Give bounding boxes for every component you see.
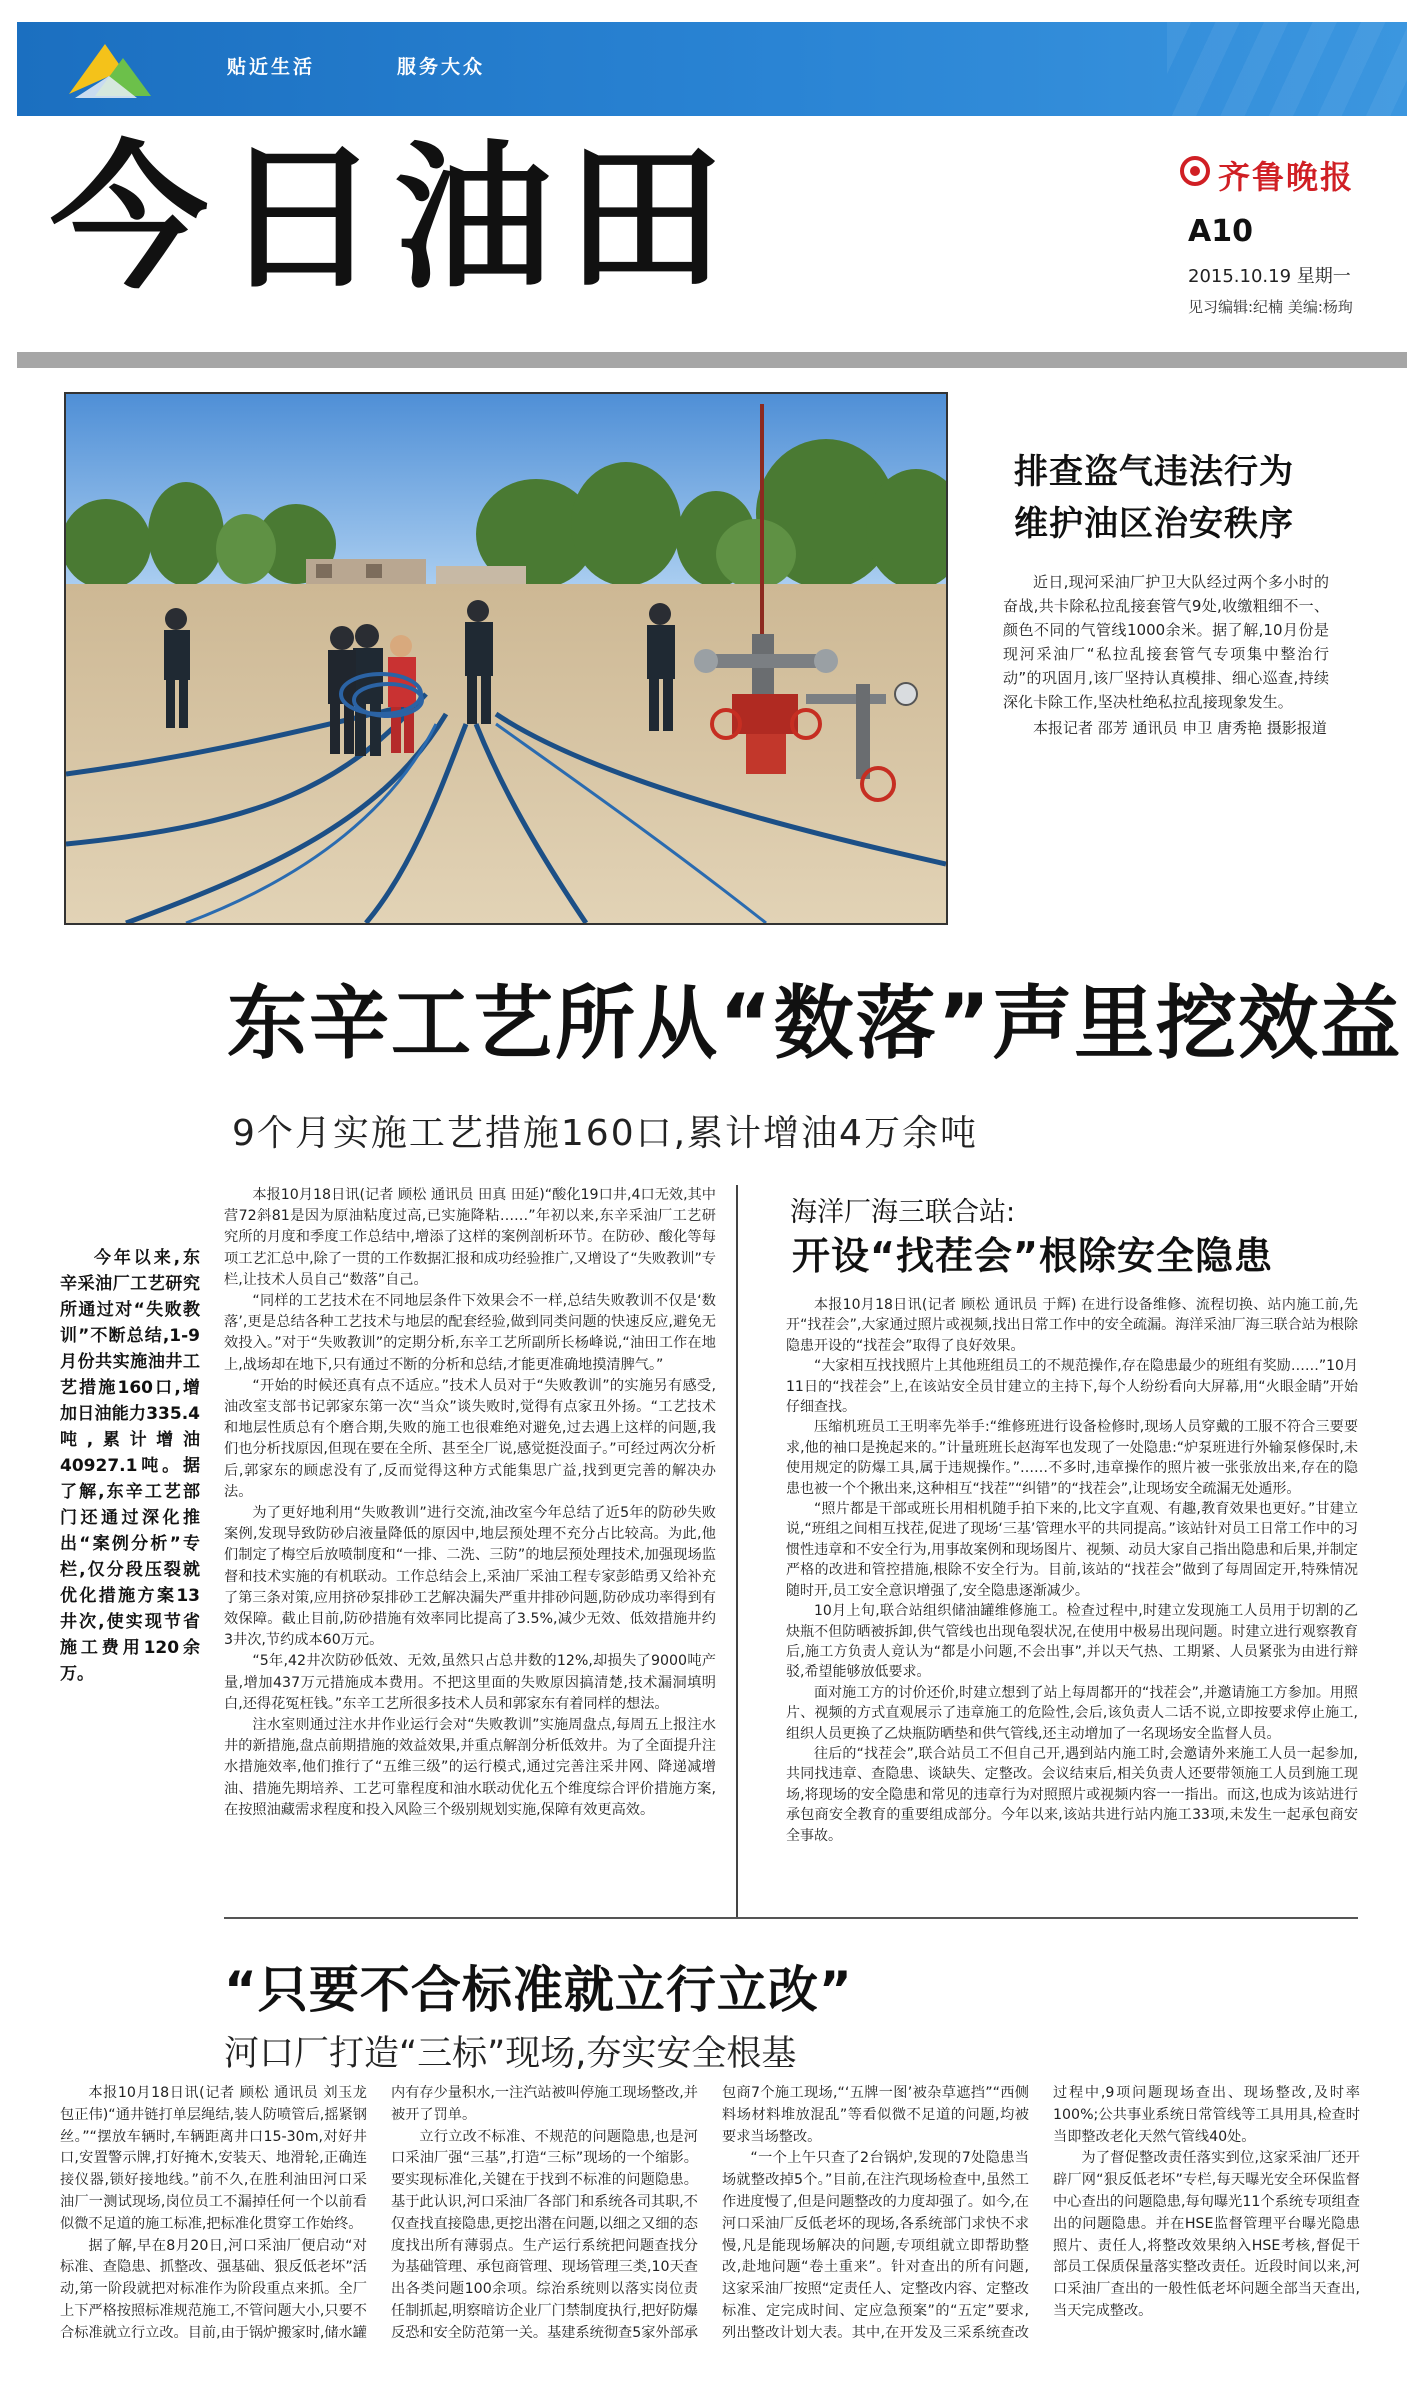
paper-logo bbox=[1180, 152, 1355, 196]
bottom-paragraph: “一个上午只查了2台锅炉,发现的7处隐患当场就整改掉5个。”目前,在注汽现场检查中,虽然工作进度慢了,但是问题整改的力度却强了。如今,在河口采油厂反低老坏的现场,各系统部门求快不求慢,凡是能现场解决的问题,专项组就立即帮助整改,赴地问题“卷土重来”。针对查出的所有问题,这家采油厂按照“定责任人、定整改内容、定整改标准、定完成时间、定应急预案”的“五定”要求,列出整改计划大表。其中,在开发及三采系统查改过程中,9项问题现场查出、现场整改,及时率100%;公共事业系统日常管线等工具用具,检查时当即整改老化天然气管线40处。 bbox=[722, 2085, 1360, 2341]
top-story-text: 近日,现河采油厂护卫大队经过两个多小时的奋战,共卡除私拉乱接套管气9处,收缴粗细不一、颜色不同的气管线1000余米。据了解,10月份是现河采油厂“私拉乱接套管气专项集中整治行动”的巩固月,该厂坚持认真模排、细心巡查,持续深化卡除工作,坚决杜绝私拉乱接现象发生。 bbox=[1003, 573, 1329, 711]
top-story-body bbox=[1003, 570, 1329, 740]
bottom-paragraph: 立行立改不标准、不规范的问题隐患,也是河口采油厂强“三基”,打造“三标”现场的一个缩影。要实现标准化,关键在于找到不标准的问题隐患。基于此认识,河口采油厂各部门和系统各司其职,不仅查找直接隐患,更挖出潜在问题,以细之又细的态度找出所有薄弱点。生产运行系统把问题查找分为基础管理、承包商管理、现场管理三类,10天查出各类问题100余项。综治系统则以落实岗位责任制抓起,明察暗访企业厂门禁制度执行,把好防爆反恐和安全防范第一关。基建系统彻查5家外部承包商7个施工现场,“‘五牌一图’被杂草遮挡”“西侧料场材料堆放混乱”等看似微不足道的问题,均被要求当场整改。 bbox=[391, 2085, 1029, 2341]
lead-paragraph: “5年,42井次防砂低效、无效,虽然只占总井数的12%,却损失了9000吨产量,增加437万元措施成本费用。不把这里面的失败原因搞清楚,技术漏洞填明白,还得花冤枉钱。”东辛工艺所很多技术人员和郭家东有着同样的想法。 bbox=[224, 1653, 716, 1712]
masthead-title: 今日油田 bbox=[50, 127, 738, 311]
column-divider bbox=[736, 1185, 738, 1917]
side-paragraph: 压缩机班员工王明率先举手:“维修班进行设备检修时,现场人员穿戴的工服不符合三要要求,他的袖口是挽起来的。”计量班班长赵海军也发现了一处隐患:“炉泵班进行外输泵修保时,未使用规定的防爆工具,属于违规操作。”……不多时,违章操作的照片被一张张放出来,存在的隐患也被一个个揪出来,这种相互“找茬”“纠错”的“找茬会”,让现场安全疏漏无处遁形。 bbox=[786, 1419, 1358, 1497]
lead-story-summary bbox=[60, 1245, 200, 1687]
banner-slogan-left: 贴近生活 bbox=[227, 56, 316, 78]
lead-paragraph: 本报10月18日讯(记者 顾松 通讯员 田真 田延)“酸化19口井,4口无效,其中营72斜81是因为原油粘度过高,已实施降粘……”年初以来,东辛采油厂工艺研究所的月度和季度工作总结中,增添了这样的案例剖析环节。在防砂、酸化等每项工艺汇总中,除了一贯的工作数据汇报和成功经验推广,又增设了“失败教训”专栏,让技术人员自己“数落”自己。 bbox=[224, 1187, 716, 1288]
side-story-kicker: 海洋厂海三联合站: bbox=[790, 1197, 1016, 1228]
issue-date: 2015.10.19 星期一 bbox=[1188, 266, 1351, 287]
header-rule bbox=[17, 352, 1407, 368]
banner-stripe-decoration bbox=[1167, 22, 1407, 116]
top-story-headline-line2: 维护油区治安秩序 bbox=[1014, 504, 1294, 544]
side-paragraph: 往后的“找茬会”,联合站员工不但自己开,遇到站内施工时,会邀请外来施工人员一起参加,共同找违章、查隐患、谈缺失、定整改。会议结束后,相关负责人还要带领施工人员到施工现场,将现场的安全隐患和常见的违章行为对照照片或视频内容一一指出。而这,也成为该站进行承包商安全教育的重要组成部分。今年以来,该站共进行站内施工33项,未发生一起承包商安全事故。 bbox=[786, 1745, 1358, 1844]
bottom-story-subtitle: 河口厂打造“三标”现场,夯实安全根基 bbox=[224, 2034, 797, 2074]
top-story-headline-line1: 排查盗气违法行为 bbox=[1014, 452, 1294, 492]
section-rule bbox=[224, 1917, 1358, 1919]
news-photo bbox=[64, 392, 948, 925]
banner-slogan-right: 服务大众 bbox=[397, 56, 486, 78]
lead-story-subtitle: 9个月实施工艺措施160口,累计增油4万余吨 bbox=[232, 1113, 978, 1154]
header-banner bbox=[17, 22, 1407, 116]
side-paragraph: 本报10月18日讯(记者 顾松 通讯员 于辉) 在进行设备维修、流程切换、站内施工前,先开“找茬会”,大家通过照片或视频,找出日常工作中的安全疏漏。海洋采油厂海三联合站为根除隐患开设的“找茬会”取得了良好效果。 bbox=[786, 1297, 1358, 1354]
bottom-story-title: “只要不合标准就立行立改” bbox=[224, 1961, 853, 2019]
lead-paragraph: “开始的时候还真有点不适应。”技术人员对于“失败教训”的实施另有感受,油改室支部书记郭家东第一次“当众”谈失败时,觉得有点家丑外扬。“工艺技术和地层性质总有个磨合期,失败的施工也很难绝对避免,过去遇上这样的问题,我们也分析找原因,但现在要在全所、甚至全厂说,感觉挺没面子。”可经过两次分析后,郭家东的顾虑没有了,反而觉得这种方式能集思广益,找到更完善的解决办法。 bbox=[224, 1377, 716, 1500]
bottom-paragraph: 本报10月18日讯(记者 顾松 通讯员 刘玉龙 包正伟)“通井链打单层绳结,装人防喷管后,摇紧钢丝。”“摆放车辆时,车辆距离井口15-30m,对好井口,安置警示牌,打好掩木,安装天、地滑轮,正确连接仪器,锁好接地线。”前不久,在胜利油田河口采油厂一测试现场,岗位员工不漏掉任何一个以前看似微不足道的施工标准,把标准化贯穿工作始终。 bbox=[60, 2085, 367, 2232]
oilfield-logo-icon bbox=[65, 36, 155, 102]
editor-credits: 见习编辑:纪楠 美编:杨珣 bbox=[1188, 298, 1353, 316]
bottom-paragraph: 据了解,早在8月20日,河口采油厂便启动“对标准、查隐患、抓整改、强基础、狠反低老坏”活动,第一阶段就把对标准作为阶段重点来抓。全厂上下严格按照标准规范施工,不管问题大小,只要不合标准就立行立改。目前,由于锅炉搬家时,储水罐内有存少量积水,一注汽站被叫停施工现场整改,并被开了罚单。 bbox=[60, 2085, 698, 2341]
lead-paragraph: 注水室则通过注水井作业运行会对“失败教训”实施周盘点,每周五上报注水井的新措施,盘点前期措施的效益效果,并重点解剖分析低效井。为了全面提升注水措施效率,他们推行了“五维三级”的运行模式,通过完善注采井网、降递减增油、措施先期培养、工艺可靠程度和油水联动优化五个维度综合评价措施方案,在按照油藏需求程度和投入风险三个级别规划实施,保障有效更高效。 bbox=[224, 1717, 716, 1818]
side-paragraph: “照片都是干部或班长用相机随手拍下来的,比文字直观、有趣,教育效果也更好。”甘建立说,“班组之间相互找茬,促进了现场‘三基’管理水平的共同提高。”该站针对员工日常工作中的习惯性违章和不安全行为,用事故案例和现场图片、视频、动员大家自己指出隐患和后果,并制定严格的改进和管控措施,根除不安全行为。目前,该站的“找茬会”做到了每周固定开,特殊情况随时开,员工安全意识增强了,安全隐患逐渐减少。 bbox=[786, 1501, 1358, 1599]
side-paragraph: 面对施工方的讨价还价,时建立想到了站上每周都开的“找茬会”,并邀请施工方参加。用照片、视频的方式直观展示了违章施工的危险性,会后,该负责人二话不说,立即按要求停止施工,组织人员更换了乙炔瓶防晒垫和供气管线,还主动增加了一名现场安全监督人员。 bbox=[786, 1684, 1358, 1742]
side-paragraph: “大家相互找找照片上其他班组员工的不规范操作,存在隐患最少的班组有奖励……”10月11日的“找茬会”上,在该站安全员甘建立的主持下,每个人纷纷看向大屏幕,用“火眼金睛”开始仔细查找。 bbox=[786, 1358, 1358, 1416]
side-story-title: 开设“找茬会”根除安全隐患 bbox=[792, 1234, 1273, 1278]
bottom-paragraph: 为了督促整改责任落实到位,这家采油厂还开辟厂网“狠反低老坏”专栏,每天曝光安全环保监督中心查出的问题隐患,每旬曝光11个系统专项组查出的问题隐患。并在HSE监督管理平台曝光隐患照片、责任人,将整改效果纳入HSE考核,督促干部员工保质保量落实整改责任。近段时间以来,河口采油厂查出的一般性低老坏问题全部当天查出,当天完成整改。 bbox=[1053, 2150, 1360, 2319]
lead-story-title: 东辛工艺所从“数落”声里挖效益 bbox=[227, 977, 1403, 1070]
page-number: A10 bbox=[1188, 214, 1253, 249]
top-story-headline bbox=[1014, 446, 1374, 550]
side-paragraph: 10月上旬,联合站组织储油罐维修施工。检查过程中,时建立发现施工人员用于切割的乙炔瓶不但防晒被拆卸,供气管线也出现龟裂状况,在使用中极易出现问题。时建立进行观察教育后,施工方负责人竟认为“都是小问题,不会出事”,并以天气热、工期紧、人员紧张为由进行辩驳,希望能够放低要求。 bbox=[786, 1603, 1358, 1681]
lead-story-body bbox=[224, 1185, 716, 1821]
oilfield-scene-illustration bbox=[66, 394, 946, 923]
bottom-story-body bbox=[60, 2083, 1360, 2388]
top-story-byline: 本报记者 邵芳 通讯员 申卫 唐秀艳 摄影报道 bbox=[1033, 719, 1327, 737]
paper-name: 齐鲁晚报 bbox=[1218, 158, 1355, 196]
lead-paragraph: 为了更好地利用“失败教训”进行交流,油改室今年总结了近5年的防砂失败案例,发现导致防砂启液量降低的原因中,地层预处理不充分占比较高。为此,他们制定了梅空后放喷制度和“一排、二洗、三防”的地层预处理技术,加强现场监督和技术实施的有机联动。工作总结会上,采油厂采油工程专家彭皓勇又给补充了第三条对策,应用挤砂泵排砂工艺解决漏失严重井排砂问题,防砂成功率得到有效保障。截止目前,防砂措施有效率同比提高了3.5%,减少无效、低效措施井约3井次,节约成本60万元。 bbox=[224, 1505, 716, 1649]
paper-seal-icon bbox=[1180, 156, 1210, 186]
side-story-body bbox=[786, 1295, 1358, 1846]
lead-story-summary-text: 今年以来,东辛采油厂工艺研究所通过对“失败教训”不断总结,1-9月份共实施油井工艺措施160口,增加日油能力335.4吨,累计增油40927.1吨。据了解,东辛工艺部门还通过深化推出“案例分析”专栏,仅分段压裂就优化措施方案13井次,使实现节省施工费用120余万。 bbox=[60, 1248, 200, 1684]
lead-paragraph: “同样的工艺技术在不同地层条件下效果会不一样,总结失败教训不仅是‘数落’,更是总结各种工艺技术与地层的配套经验,做到同类问题的快速反应,避免无效投入。”对于“失败教训”的定期分析,东辛工艺所副所长杨峰说,“油田工作在地上,战场却在地下,只有通过不断的分析和总结,才能更准确地摸清脾气。” bbox=[224, 1293, 716, 1373]
